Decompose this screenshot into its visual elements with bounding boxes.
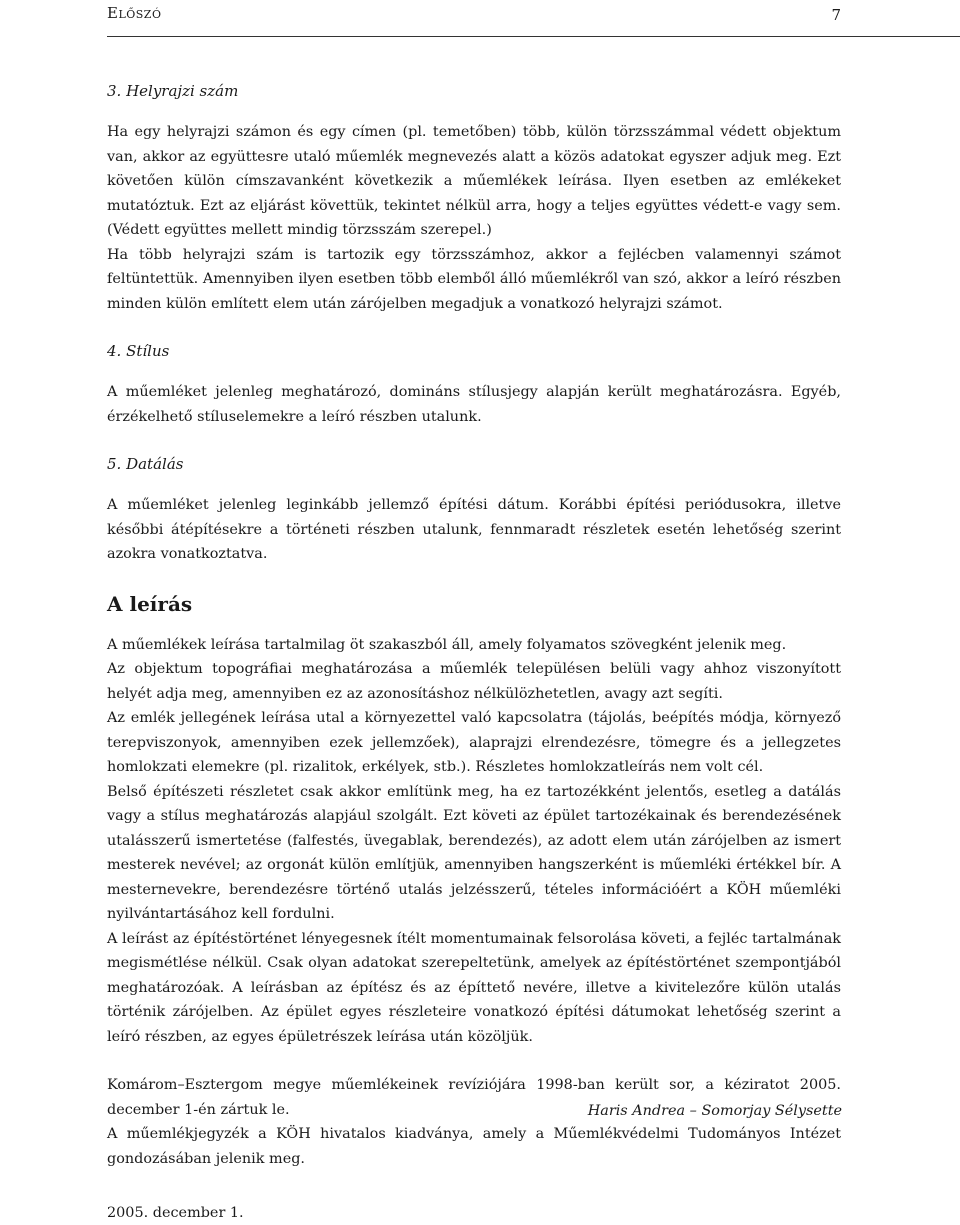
page-number: 7 xyxy=(831,6,841,24)
section-title-stilus: 4. Stílus xyxy=(107,342,170,360)
paragraph: Az emlék jellegének leírása utal a környezettel való kapcsolatra (tájolás, beépítés módja, környező terepviszonyok, amennyiben ezek jellemzőek), alaprajzi elrendezésre, tömegre és a jellegzetes homlokzati elemekre (pl. rizalitok, erkélyek, stb.). Részletes homlokzatleírás nem volt cél. xyxy=(107,710,841,775)
closing-date: 2005. december 1. xyxy=(107,1205,244,1221)
paragraph: Komárom–Esztergom megye műemlékeinek revíziójára 1998-ban került sor, a kéziratot 2005. december 1-én zártuk le. xyxy=(107,1077,841,1118)
body-text xyxy=(107,80,841,1225)
paragraph: A műemléket jelenleg meghatározó, domináns stílusjegy alapján került meghatározásra. Egyéb, érzékelhető stíluselemekre a leíró részben utalunk. xyxy=(107,384,841,425)
running-header xyxy=(107,4,841,26)
paragraph: A műemlékek leírása tartalmilag öt szakaszból áll, amely folyamatos szövegként jelenik meg. xyxy=(107,636,787,653)
paragraph: A műemléket jelenleg leginkább jellemző építési dátum. Korábbi építési periódusokra, illetve későbbi átépítésekre a történeti részben utalunk, fennmaradt részletek esetén lehetőség szerint azokra vonatkoztatva. xyxy=(107,497,841,562)
paragraph: Ha több helyrajzi szám is tartozik egy törzsszámhoz, akkor a fejlécben valamennyi számot feltüntettük. Amennyiben ilyen esetben több elemből álló műemlékről van szó, akkor a leíró részben minden külön említett elem után zárójelben megadjuk a vonatkozó helyrajzi számot. xyxy=(107,246,841,312)
author-signature: Haris Andrea – Somorjay Sélysette xyxy=(587,1103,842,1119)
section-title-datalas: 5. Datálás xyxy=(107,455,184,473)
paragraph: A műemlékjegyzék a KÖH hivatalos kiadványa, amely a Műemlékvédelmi Tudományos Intézet gondozásában jelenik meg. xyxy=(107,1126,841,1167)
heading-a-leiras: A leírás xyxy=(107,591,193,616)
section-title-helyrajzi-szam: 3. Helyrajzi szám xyxy=(107,82,239,100)
paragraph: Az objektum topográfiai meghatározása a műemlék településen belüli vagy ahhoz viszonyított helyét adja meg, amennyiben ez az azonosításhoz nélkülözhetetlen, avagy azt segíti. xyxy=(107,661,841,702)
header-rule xyxy=(107,36,960,37)
paragraph: Belső építészeti részletet csak akkor említünk meg, ha ez tartozékként jelentős, esetleg a datálás vagy a stílus meghatározás alapjául szolgált. Ezt követi az épület tartozékainak és berendezésének utalásszerű ismertetése (falfestés, üvegablak, berendezés), az adott elem után zárójelben az ismert mesterek nevével; az orgonát külön említjük, amennyiben hangszerként is műemléki értékkel bír. A mesternevekre, berendezésre történő utalás jelzésszerű, tételes információért a KÖH műemléki nyilvántartásához kell fordulni. xyxy=(107,783,841,922)
paragraph: A leírást az építéstörténet lényegesnek ítélt momentumainak felsorolása követi, a fejléc tartalmának megismétlése nélkül. Csak olyan adatokat szerepeltetünk, amelyek az építéstörténet szempontjából meghatározóak. A leírásban az építész és az építtető nevére, illetve a kivitelezőre külön utalás történik zárójelben. Az épület egyes részleteire vonatkozó építési dátumokat lehetőség szerint a leíró részben, az egyes épületrészek leírása után közöljük. xyxy=(107,930,841,1045)
paragraph: Ha egy helyrajzi számon és egy címen (pl. temetőben) több, külön törzsszámmal védett objektum van, akkor az együttesre utaló műemlék megnevezés alatt a közös adatokat egyszer adjuk meg. Ezt követően külön címszavanként következik a műemlékek leírása. Ilyen esetben az emlékeket mutatóztuk. Ezt az eljárást követtük, tekintet nélkül arra, hogy a teljes együttes védett-e vagy sem. (Védett együttes mellett mindig törzsszám szerepel.) xyxy=(107,124,841,238)
chapter-title: Előszó xyxy=(107,4,162,22)
